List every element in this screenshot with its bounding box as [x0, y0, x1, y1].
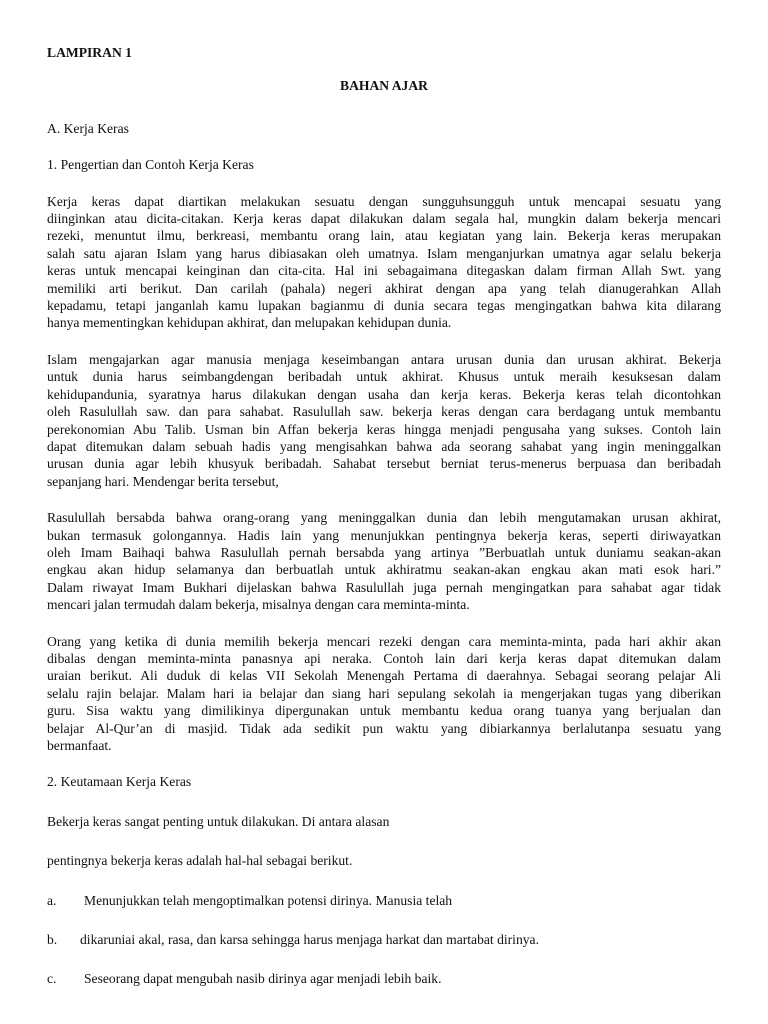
text-line: keras untuk mencapai keinginan dan cita-cita. Hal ini sebagaimana ditegaskan dalam firman Allah Swt. yang — [47, 263, 721, 279]
list-item-text: Seseorang dapat mengubah nasib dirinya agar menjadi lebih baik. — [84, 971, 442, 987]
text-line: uraian berikut. Ali duduk di kelas VII Sekolah Menengah Pertama di daerahnya. Sebagai seorang pelajar Ali — [47, 668, 721, 684]
text-line: Dalam riwayat Imam Bukhari dijelaskan bahwa Rasulullah juga pernah mengingatkan para sahabat agar tidak — [47, 579, 721, 595]
text-line: bukan termasuk golongannya. Hadis lain yang menunjukkan pentingnya bekerja keras, seperti diriwayatkan — [47, 527, 721, 543]
text-line: dapat ditemukan dalam sebuah hadis yang mengisahkan bahwa ada seorang sahabat yang ingin meninggalkan — [47, 438, 721, 454]
paragraph-3 — [47, 509, 721, 613]
text-line: selalu rajin belajar. Malam hari ia belajar dan siang hari sepulang sekolah ia mengerjakan tugas yang diberikan — [47, 685, 721, 701]
text-line: Islam mengajarkan agar manusia menjaga keseimbangan antara urusan dunia dan urusan akhirat. Bekerja — [47, 351, 721, 367]
text-line: salah satu ajaran Islam yang harus dibiasakan oleh umatnya. Islam menganjurkan umatnya agar selalu bekerja — [47, 245, 721, 261]
subsection-heading-2: 2. Keutamaan Kerja Keras — [47, 774, 192, 790]
text-line: mencari jalan termudah dalam bekerja, misalnya dengan cara meminta-minta. — [47, 597, 470, 613]
text-line: Kerja keras dapat diartikan melakukan sesuatu dengan sungguhsungguh untuk mencapai sesuatu yang — [47, 193, 721, 209]
text-line: urusan dunia agar lebih khusyuk beribadah. Sahabat tersebut berniat terus-menerus berpuasa dan beribadah — [47, 456, 721, 472]
list-item-b — [47, 931, 721, 948]
intro-line: Bekerja keras sangat penting untuk dilakukan. Di antara alasan — [47, 813, 390, 829]
text-line: perekonomian Abu Talib. Usman bin Affan bekerja keras hingga menjadi pengusaha yang sukses. Contoh lain — [47, 421, 721, 437]
list-item-a — [47, 892, 721, 909]
list-item-text: dikaruniai akal, rasa, dan karsa sehingga harus menjaga harkat dan martabat dirinya. — [80, 932, 539, 948]
text-line: memiliki arti berikut. Dan carilah (pahala) negeri akhirat dengan apa yang telah dianugerahkan Allah — [47, 280, 721, 296]
text-line: sepanjang hari. Mendengar berita tersebut, — [47, 473, 279, 489]
list-marker: c. — [47, 971, 57, 987]
text-line: guru. Sisa waktu yang dimilikinya dipergunakan untuk membantu kedua orang tuanya yang berjualan dan — [47, 703, 721, 719]
document-title: BAHAN AJAR — [340, 78, 428, 94]
text-line: Orang yang ketika di dunia memilih bekerja mencari rezeki dengan cara meminta-minta, pada hari akhir akan — [47, 633, 721, 649]
text-line: kehidupandunia, syaratnya harus dilakukan dengan usaha dan kerja keras. Bekerja keras telah dicontohkan — [47, 386, 721, 402]
text-line: diinginkan atau dicita-citakan. Kerja keras dapat dilakukan dalam segala hal, mungkin dalam bekerja mencari — [47, 211, 721, 227]
paragraph-1 — [47, 193, 721, 332]
text-line: engkau akan hidup selamanya dan berbuatlah untuk akhiratmu seakan-akan engkau akan mati esok hari.” — [47, 562, 721, 578]
text-line: untuk dunia harus seimbangdengan beribadah untuk akhirat. Khusus untuk meraih kesuksesan dalam — [47, 369, 721, 385]
text-line: hanya mementingkan kehidupan akhirat, dan melupakan kehidupan dunia. — [47, 315, 452, 331]
text-line: oleh Rasulullah saw. dan para sahabat. Rasulullah saw. bekerja keras dengan cara berdagang untuk membantu — [47, 404, 721, 420]
section-heading-a: A. Kerja Keras — [47, 120, 129, 136]
text-line: bermanfaat. — [47, 738, 112, 753]
list-marker: b. — [47, 932, 58, 948]
text-line: rezeki, menuntut ilmu, berkreasi, membantu orang lain, atau kegiatan yang lain. Bekerja keras merupakan — [47, 228, 721, 244]
subsection-heading-1: 1. Pengertian dan Contoh Kerja Keras — [47, 157, 254, 173]
paragraph-4 — [47, 633, 721, 755]
text-line: Rasulullah bersabda bahwa orang-orang yang meninggalkan dunia dan lebih mengutamakan urusan akhirat, — [47, 510, 721, 526]
text-line: oleh Imam Baihaqi bahwa Rasulullah pernah bersabda yang artinya ”Berbuatlah untuk duniamu seakan-akan — [47, 544, 721, 560]
intro-line-continued: pentingnya bekerja keras adalah hal-hal sebagai berikut. — [47, 853, 353, 869]
text-line: kepadamu, tetapi janganlah kamu lupakan bagianmu di dunia secara tegas mengingatkan bahwa kita dilarang — [47, 298, 721, 314]
text-line: belajar Al-Qur’an di masjid. Tidak ada sedikit pun waktu yang dibiarkannya berlalutanpa sesuatu yang — [47, 720, 721, 736]
list-marker: a. — [47, 892, 57, 908]
text-line: dibalas dengan meminta-minta panasnya api neraka. Contoh lain dari kerja keras dapat ditemukan dalam — [47, 650, 721, 666]
appendix-label: LAMPIRAN 1 — [47, 45, 132, 60]
list-item-c — [47, 970, 721, 987]
list-item-text: Menunjukkan telah mengoptimalkan potensi dirinya. Manusia telah — [84, 892, 453, 908]
paragraph-2 — [47, 351, 721, 490]
